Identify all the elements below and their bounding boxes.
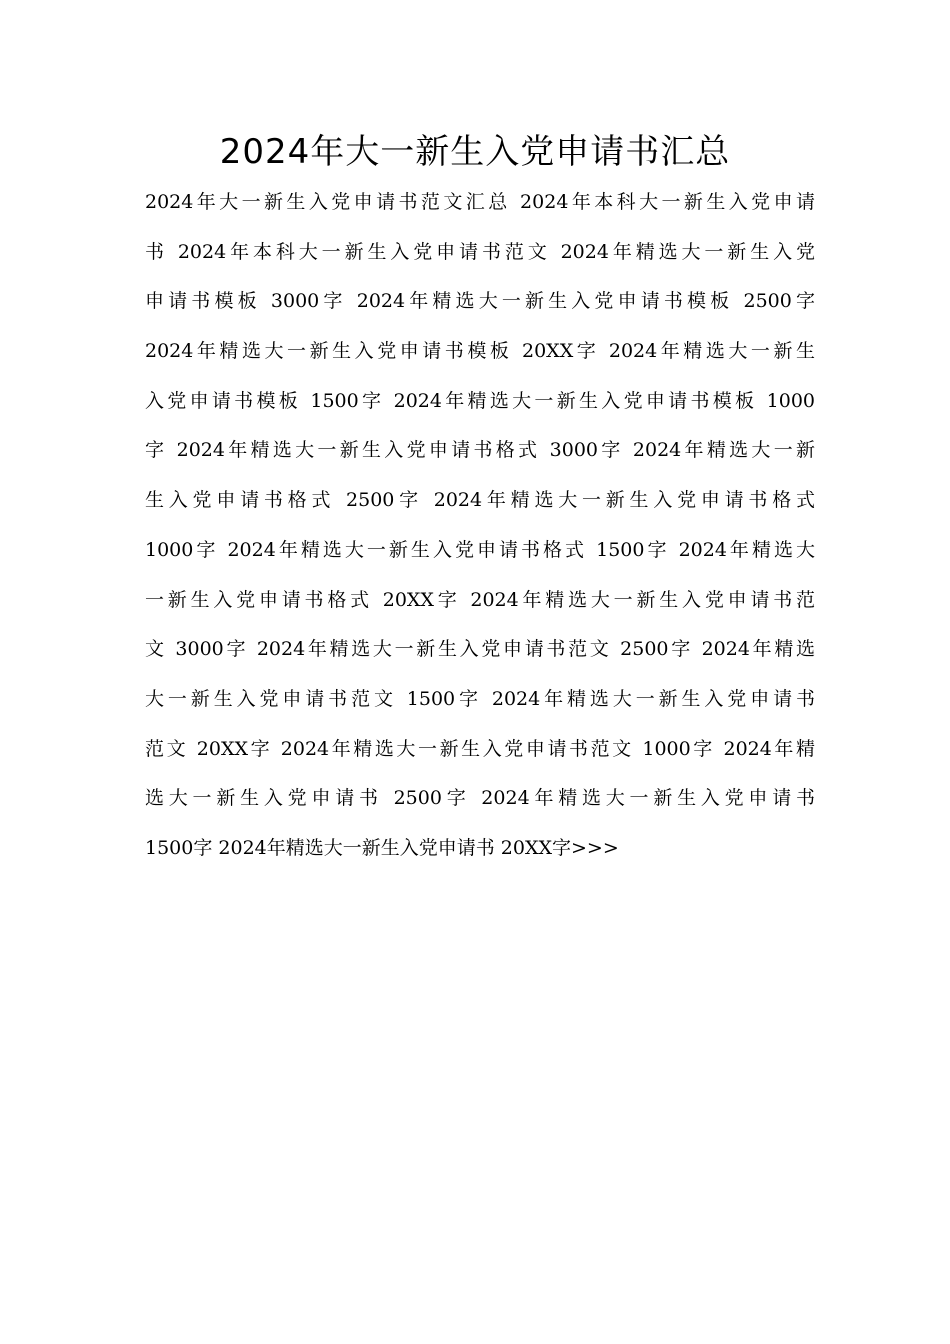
body-line: 选大一新生入党申请书 2500字 2024年精选大一新生入党申请书 [145,787,815,810]
document-title: 2024年大一新生入党申请书汇总 [219,132,731,172]
body-line: 一新生入党申请书格式 20XX字 2024年精选大一新生入党申请书范 [145,588,815,611]
body-line-last: 1500字 2024年精选大一新生入党申请书 20XX字>>> [145,836,619,859]
body-line: 申请书模板 3000字 2024年精选大一新生入党申请书模板 2500字 [145,290,815,313]
body-line: 1000字 2024年精选大一新生入党申请书格式 1500字 2024年精选大 [145,538,815,561]
document-body [145,178,815,874]
body-line: 2024年精选大一新生入党申请书模板 20XX字 2024年精选大一新生 [145,340,815,363]
body-line: 生入党申请书格式 2500字 2024年精选大一新生入党申请书格式 [145,489,815,512]
body-line: 字 2024年精选大一新生入党申请书格式 3000字 2024年精选大一新 [145,439,815,462]
body-line: 大一新生入党申请书范文 1500字 2024年精选大一新生入党申请书 [145,687,815,710]
body-line: 书 2024年本科大一新生入党申请书范文 2024年精选大一新生入党 [145,240,815,263]
body-line: 文 3000字 2024年精选大一新生入党申请书范文 2500字 2024年精选 [145,638,815,661]
body-line: 范文 20XX字 2024年精选大一新生入党申请书范文 1000字 2024年精 [145,737,815,760]
body-line: 入党申请书模板 1500字 2024年精选大一新生入党申请书模板 1000 [145,389,815,412]
body-line: 2024年大一新生入党申请书范文汇总 2024年本科大一新生入党申请 [145,191,815,213]
